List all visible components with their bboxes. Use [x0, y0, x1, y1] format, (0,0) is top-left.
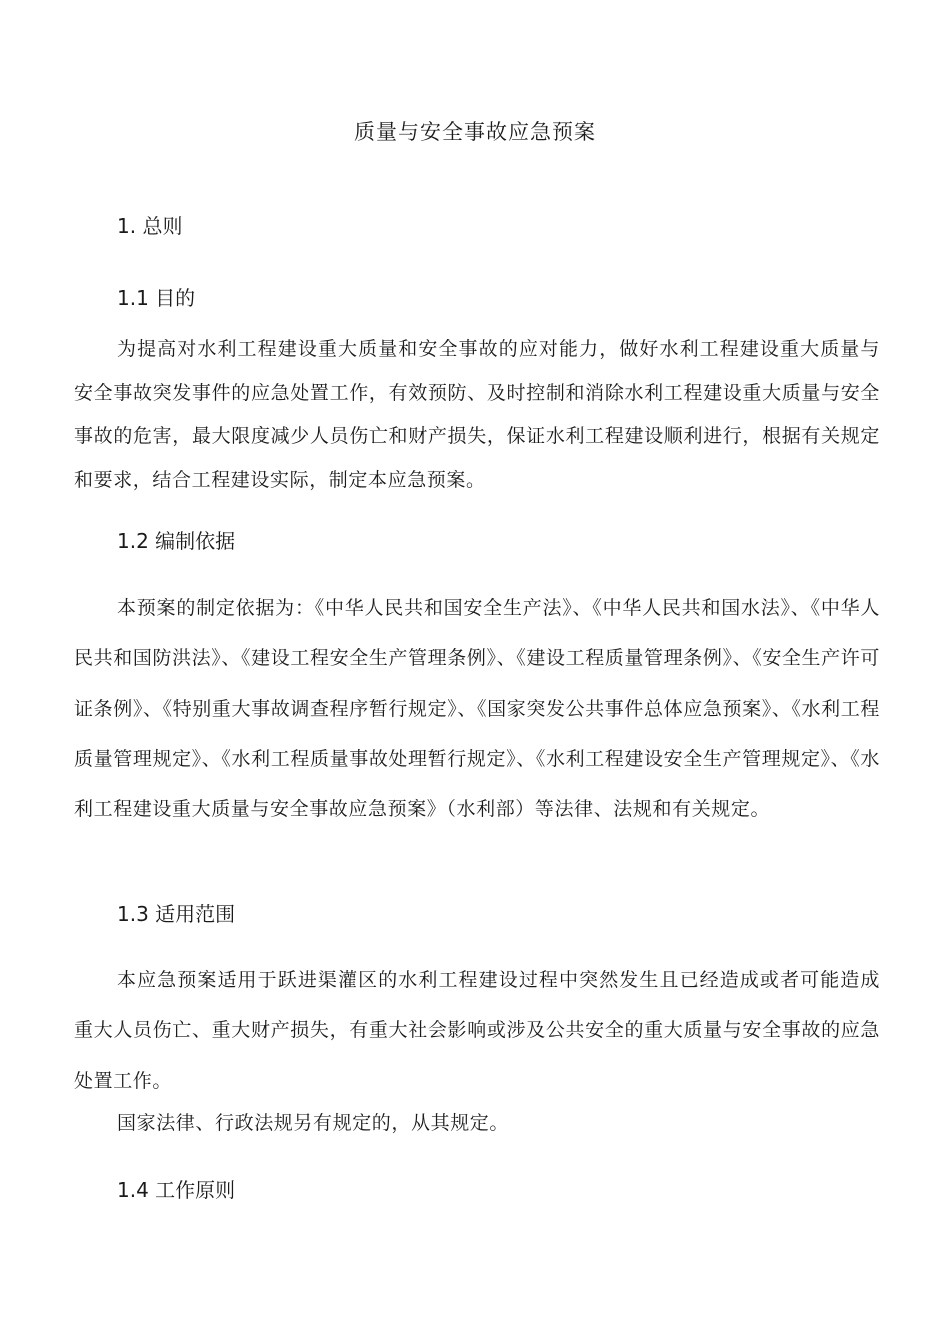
section-heading-principles: 1.4 工作原则 [117, 1178, 236, 1202]
paragraph-basis: 本预案的制定依据为：《中华人民共和国安全生产法》、《中华人民共和国水法》、《中华人民共和国防洪法》、《建设工程安全生产管理条例》、《建设工程质量管理条例》、《安全生产许可证条例》、《特别重大事故调查程序暂行规定》、《国家突发公共事件总体应急预案》、《水利工程质量管理规定》、《水利工程质量事故处理暂行规定》、《水利工程建设安全生产管理规定》、《水利工程建设重大质量与安全事故应急预案》（水利部）等法律、法规和有关规定。 [74, 597, 880, 821]
section-heading-scope: 1.3 适用范围 [117, 902, 236, 926]
document-title: 质量与安全事故应急预案 [354, 120, 596, 144]
section-heading-general: 1. 总则 [117, 214, 183, 238]
paragraph-scope-exception: 国家法律、行政法规另有规定的，从其规定。 [117, 1112, 510, 1134]
section-heading-purpose: 1.1 目的 [117, 286, 196, 310]
paragraph-scope: 本应急预案适用于跃进渠灌区的水利工程建设过程中突然发生且已经造成或者可能造成重大人员伤亡、重大财产损失，有重大社会影响或涉及公共安全的重大质量与安全事故的应急处置工作。 [74, 969, 880, 1092]
section-heading-basis: 1.2 编制依据 [117, 529, 236, 553]
paragraph-purpose: 为提高对水利工程建设重大质量和安全事故的应对能力，做好水利工程建设重大质量与安全事故突发事件的应急处置工作，有效预防、及时控制和消除水利工程建设重大质量与安全事故的危害，最大限度减少人员伤亡和财产损失，保证水利工程建设顺利进行，根据有关规定和要求，结合工程建设实际，制定本应急预案。 [74, 338, 880, 492]
